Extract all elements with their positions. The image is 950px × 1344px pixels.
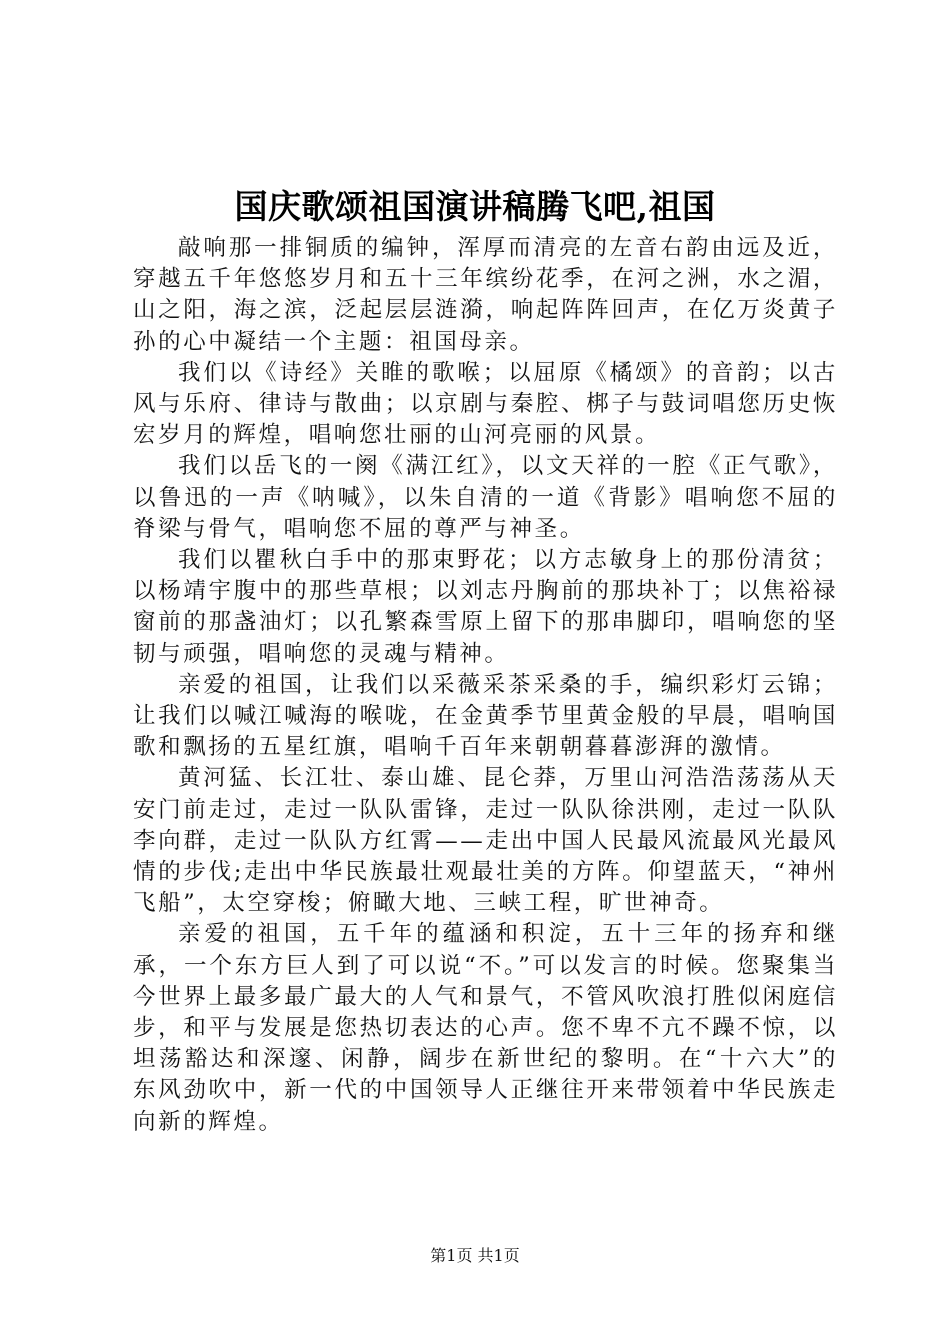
paragraph: 黄河猛、长江壮、泰山雄、昆仑莽，万里山河浩浩荡荡从天安门前走过，走过一队队雷锋，走过一队队徐洪刚，走过一队队李向群，走过一队队方红霄——走出中国人民最风流最风光最风情的步伐;走出中华民族最壮观最壮美的方阵。仰望蓝天，“神州飞船”，太空穿梭；俯瞰大地、三峡工程，旷世神奇。 bbox=[133, 765, 838, 917]
paragraph: 亲爱的祖国，五千年的蕴涵和积淀，五十三年的扬弃和继承，一个东方巨人到了可以说“不。”可以发言的时候。您聚集当今世界上最多最广最大的人气和景气，不管风吹浪打胜似闲庭信步，和平与发展是您热切表达的心声。您不卑不亢不躁不惊，以坦荡豁达和深邃、闲静，阔步在新世纪的黎明。在“十六大”的东风劲吹中，新一代的中国领导人正继往开来带领着中华民族走向新的辉煌。 bbox=[133, 921, 838, 1135]
paragraph: 敲响那一排铜质的编钟，浑厚而清亮的左音右韵由远及近，穿越五千年悠悠岁月和五十三年缤纷花季，在河之洲，水之湄，山之阳，海之滨，泛起层层涟漪，响起阵阵回声，在亿万炎黄子孙的心中凝结一个主题：祖国母亲。 bbox=[133, 235, 838, 355]
paragraph: 我们以《诗经》关睢的歌喉；以屈原《橘颂》的音韵；以古风与乐府、律诗与散曲；以京剧与秦腔、梆子与鼓词唱您历史恢宏岁月的辉煌，唱响您壮丽的山河亮丽的风景。 bbox=[133, 359, 838, 449]
document-title: 国庆歌颂祖国演讲稿腾飞吧,祖国 bbox=[234, 187, 716, 226]
document-body bbox=[133, 233, 838, 1138]
paragraph: 我们以瞿秋白手中的那束野花；以方志敏身上的那份清贫；以杨靖宇腹中的那些草根；以刘志丹胸前的那块补丁；以焦裕禄窗前的那盏油灯；以孔繁森雪原上留下的那串脚印，唱响您的坚韧与顽强，唱响您的灵魂与精神。 bbox=[133, 547, 838, 667]
paragraph: 我们以岳飞的一阕《满江红》，以文天祥的一腔《正气歌》，以鲁迅的一声《呐喊》，以朱自清的一道《背影》唱响您不屈的脊梁与骨气，唱响您不屈的尊严与神圣。 bbox=[133, 453, 838, 542]
paragraph: 亲爱的祖国，让我们以采薇采茶采桑的手，编织彩灯云锦；让我们以喊江喊海的喉咙，在金黄季节里黄金般的早晨，唱响国歌和飘扬的五星红旗，唱响千百年来朝朝暮暮澎湃的激情。 bbox=[133, 671, 838, 761]
page-number-footer: 第1页 共1页 bbox=[430, 1246, 520, 1265]
